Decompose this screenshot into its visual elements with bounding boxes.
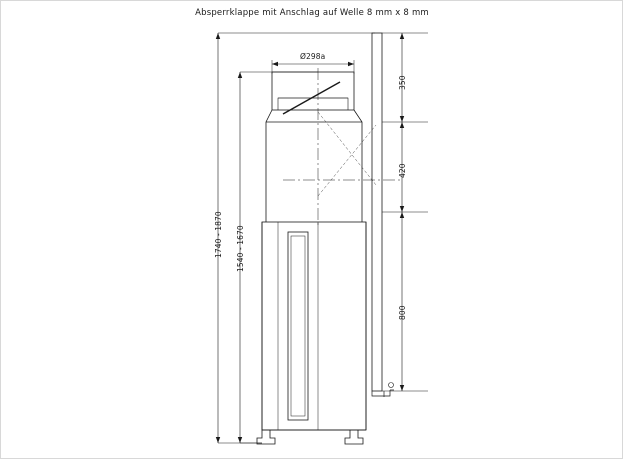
drawing-title: Absperrklappe mit Anschlag auf Welle 8 mm x 8 mm — [195, 8, 429, 18]
dimension-label-upper-segment: 350 — [398, 75, 407, 90]
foot-left — [257, 430, 275, 444]
top-duct-section — [272, 72, 354, 110]
dimension-label-inner-height: 1540 - 1670 — [236, 225, 245, 272]
dimension-label-lower-segment: 800 — [398, 305, 407, 320]
dimension-label-middle-segment: 420 — [398, 163, 407, 178]
vertical-post — [372, 33, 382, 391]
foot-right — [345, 430, 363, 444]
dimension-label-diameter: Ø298a — [300, 52, 326, 61]
cabinet-body — [262, 222, 366, 430]
hood-right-edge — [354, 110, 362, 222]
dimension-label-overall-height: 1740 - 1870 — [214, 211, 223, 258]
hood-left-edge — [266, 110, 272, 222]
